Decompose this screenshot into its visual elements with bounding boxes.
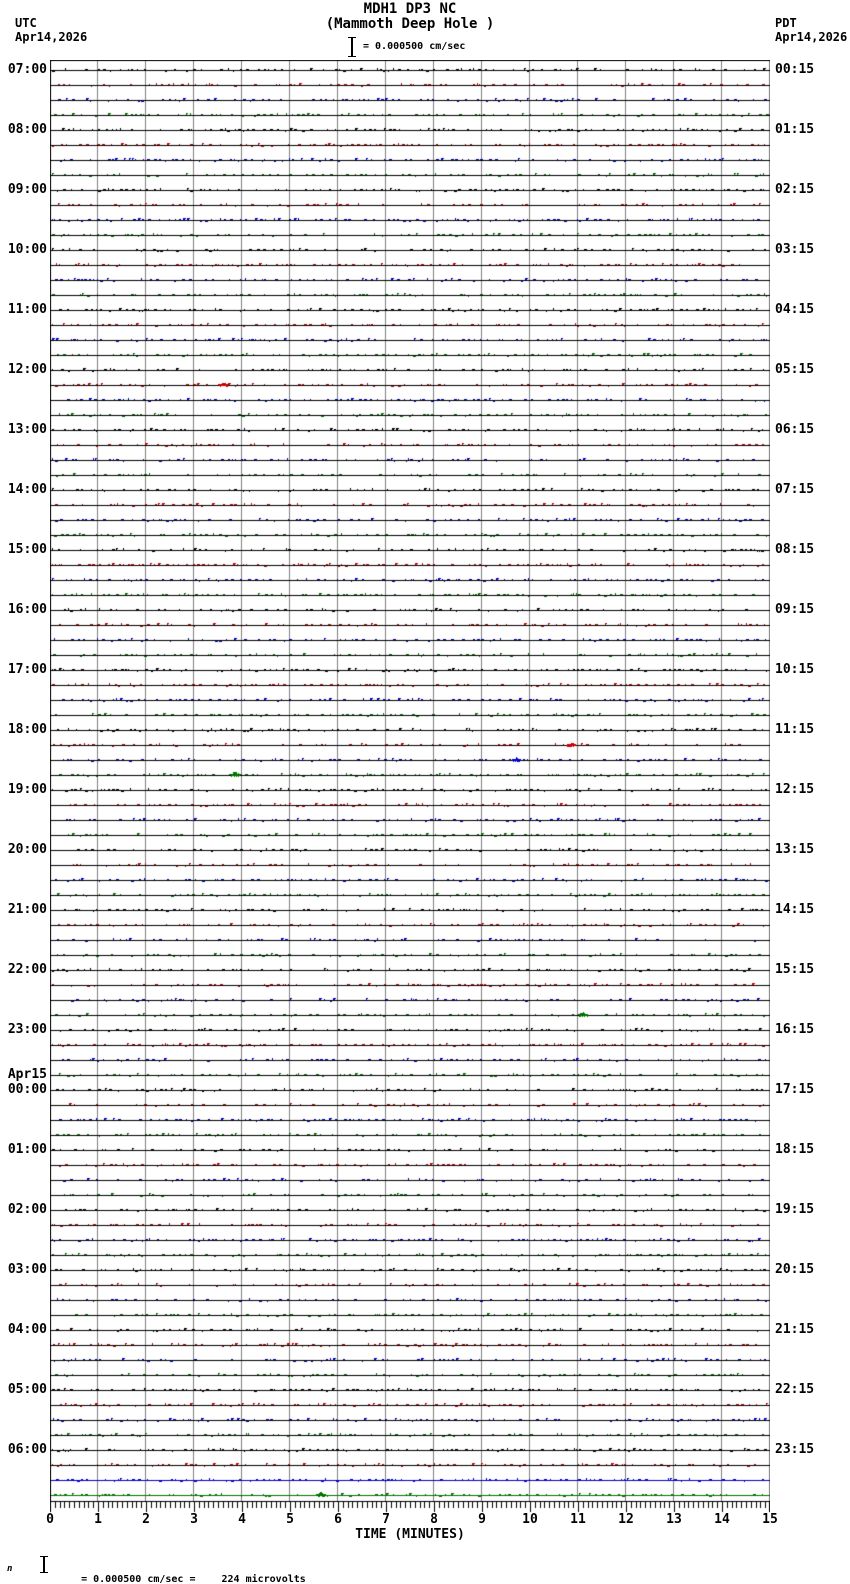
hour-label-right: 21:15 <box>775 1322 815 1337</box>
hour-label-left: 14:00 <box>7 482 47 497</box>
hour-label-right: 13:15 <box>775 842 815 857</box>
footer-ibeam-icon <box>39 1556 49 1573</box>
hour-label-right: 18:15 <box>775 1142 815 1157</box>
hour-label-right: 00:15 <box>775 62 815 77</box>
hour-label-right: 07:15 <box>775 482 815 497</box>
x-tick-label: 6 <box>334 1512 342 1527</box>
hour-label-left: 05:00 <box>7 1382 47 1397</box>
x-tick-label: 1 <box>94 1512 102 1527</box>
x-tick-label: 5 <box>286 1512 294 1527</box>
hour-label-right: 20:15 <box>775 1262 815 1277</box>
x-tick-label: 11 <box>570 1512 586 1527</box>
date-right-label: Apr14,2026 <box>775 30 848 44</box>
hour-label-left: 23:00 <box>7 1022 47 1037</box>
hour-label-right: 19:15 <box>775 1202 815 1217</box>
hour-label-left: 01:00 <box>7 1142 47 1157</box>
hour-label-right: 03:15 <box>775 242 815 257</box>
x-tick-label: 14 <box>714 1512 730 1527</box>
hour-label-left: 06:00 <box>7 1442 47 1457</box>
x-tick-label: 12 <box>618 1512 634 1527</box>
hour-label-left: 17:00 <box>7 662 47 677</box>
hour-label-left: 02:00 <box>7 1202 47 1217</box>
scale-label: = 0.000500 cm/sec <box>363 41 466 52</box>
x-tick-label: 9 <box>478 1512 486 1527</box>
hour-label-right: 14:15 <box>775 902 815 917</box>
x-tick-label: 4 <box>238 1512 246 1527</box>
hour-label-right: 17:15 <box>775 1082 815 1097</box>
timezone-right-label: PDT <box>775 16 797 30</box>
date-left-label: Apr14,2026 <box>15 30 88 44</box>
hour-label-right: 08:15 <box>775 542 815 557</box>
hour-label-right: 05:15 <box>775 362 815 377</box>
scale-ibeam-icon <box>347 37 357 57</box>
hour-label-right: 15:15 <box>775 962 815 977</box>
footer-prefix-glyph: n <box>7 1564 13 1574</box>
hour-label-left: 09:00 <box>7 182 47 197</box>
hour-label-left: 07:00 <box>7 62 47 77</box>
hour-label-right: 23:15 <box>775 1442 815 1457</box>
hour-label-left: 12:00 <box>7 362 47 377</box>
timezone-left-label: UTC <box>15 16 37 30</box>
x-tick-label: 8 <box>430 1512 438 1527</box>
date-marker-left: Apr15 <box>7 1067 47 1082</box>
hour-label-right: 04:15 <box>775 302 815 317</box>
x-tick-label: 7 <box>382 1512 390 1527</box>
hour-label-left: 11:00 <box>7 302 47 317</box>
seismogram-canvas <box>50 60 770 1515</box>
hour-label-left: 15:00 <box>7 542 47 557</box>
hour-label-left: 21:00 <box>7 902 47 917</box>
hour-label-left: 13:00 <box>7 422 47 437</box>
hour-label-left: 20:00 <box>7 842 47 857</box>
hour-label-right: 10:15 <box>775 662 815 677</box>
station-title: MDH1 DP3 NC <box>363 1 457 17</box>
x-tick-label: 10 <box>522 1512 538 1527</box>
hour-label-right: 22:15 <box>775 1382 815 1397</box>
hour-label-right: 16:15 <box>775 1022 815 1037</box>
hour-label-left: 10:00 <box>7 242 47 257</box>
hour-label-left: 22:00 <box>7 962 47 977</box>
hour-label-left: 04:00 <box>7 1322 47 1337</box>
hour-label-right: 12:15 <box>775 782 815 797</box>
hour-label-right: 02:15 <box>775 182 815 197</box>
hour-label-left: 16:00 <box>7 602 47 617</box>
hour-label-right: 01:15 <box>775 122 815 137</box>
hour-label-left: 18:00 <box>7 722 47 737</box>
hour-label-right: 11:15 <box>775 722 815 737</box>
station-subtitle: (Mammoth Deep Hole ) <box>325 16 495 32</box>
hour-label-right: 06:15 <box>775 422 815 437</box>
hour-label-left: 00:00 <box>7 1082 47 1097</box>
footer-scale-note <box>57 1562 306 1584</box>
x-axis-title: TIME (MINUTES) <box>355 1527 465 1542</box>
x-tick-label: 15 <box>762 1512 778 1527</box>
footer-microvolts-value: 224 microvolts <box>221 1574 306 1584</box>
x-tick-label: 13 <box>666 1512 682 1527</box>
x-tick-label: 0 <box>46 1512 54 1527</box>
hour-label-left: 08:00 <box>7 122 47 137</box>
hour-label-left: 19:00 <box>7 782 47 797</box>
x-tick-label: 3 <box>190 1512 198 1527</box>
hour-label-left: 03:00 <box>7 1262 47 1277</box>
footer-scale-label: = 0.000500 cm/sec = <box>81 1574 196 1584</box>
hour-label-right: 09:15 <box>775 602 815 617</box>
x-tick-label: 2 <box>142 1512 150 1527</box>
